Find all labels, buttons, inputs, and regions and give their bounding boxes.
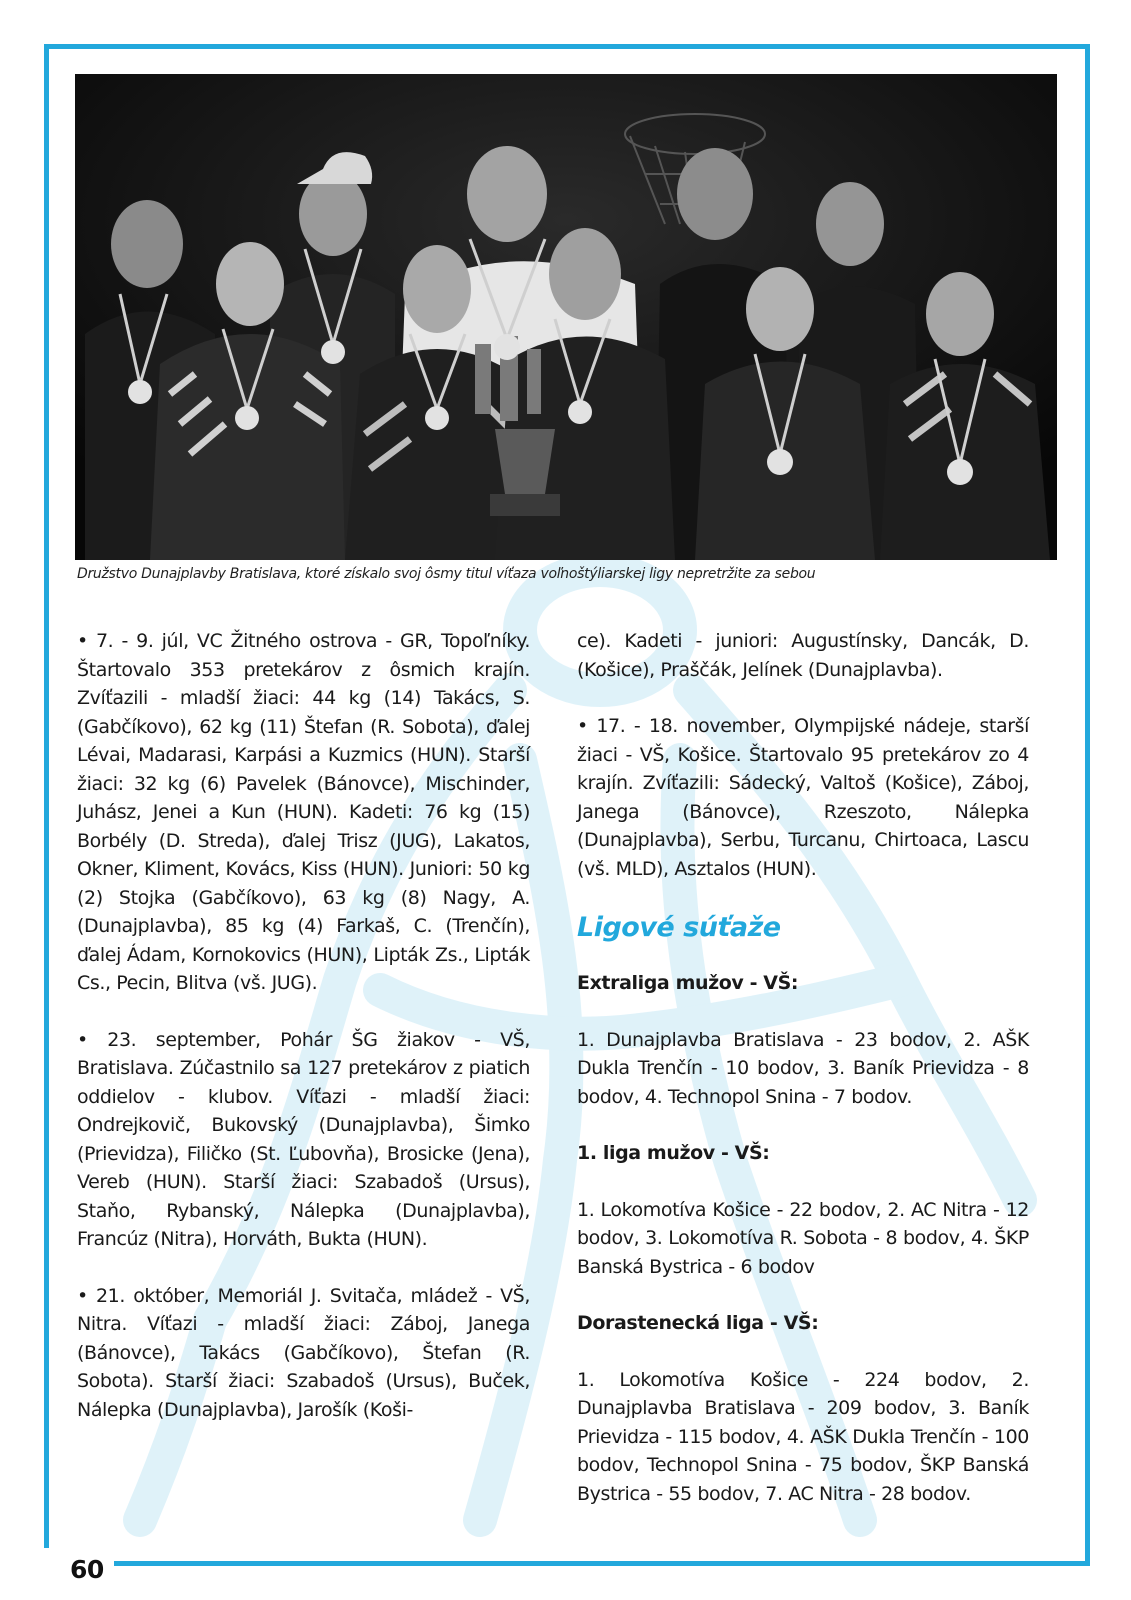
paragraph-kadeti-juniori: ce). Kadeti - juniori: Augustínsky, Dancák, D. (Košice), Praščák, Jelínek (Dunajplavba). [577, 630, 1029, 681]
paragraph-pohar-sg: • 23. september, Pohár ŠG žiakov - VŠ, Bratislava. Zúčastnilo sa 127 pretekárov z piatich oddielov - klubov. Víťazi - mladší žiaci: Ondrejkovič, Bukovský (Dunajplavba), Šimko (Prievidza), Filičko (St. Ľubovňa), Brosicke (Jena), Vereb (HUN). Starší žiaci: Szabadoš (Ursus), Staňo, Rybanský, Nálepka (Dunajplavba), Francúz (Nitra), Horváth, Bukta (HUN). [77, 1028, 530, 1250]
league-1-liga [577, 1139, 1029, 1281]
paragraph-topolniky: • 7. - 9. júl, VC Žitného ostrova - GR, Topoľníky. Štartovalo 353 pretekárov z ôsmich krajín. Zvíťazili - mladší žiaci: 44 kg (14) Takács, S. (Gabčíkovo), 62 kg (11) Štefan (R. Sobota), ďalej Lévai, Madarasi, Karpási a Kuzmics (HUN). Starší žiaci: 32 kg (6) Pavelek (Bánovce), Mischinder, Juhász, Jenei a Kun (HUN). Kadeti: 76 kg (15) Borbély (D. Streda), ďalej Trisz (JUG), Lakatos, Okner, Kliment, Kovács, Kiss (HUN). Juniori: 50 kg (2) Stojka (Gabčíkovo), 63 kg (8) Nagy, A. (Dunajplavba), 85 kg (4) Farkaš, C. (Trenčín), ďalej Ádam, Kornokovics (HUN), Lipták Zs., Lipták Cs., Pecin, Blitva (vš. JUG). [77, 630, 530, 994]
photo-caption: Družstvo Dunajplavby Bratislava, ktoré získalo svoj ôsmy titul víťaza voľnoštýliarskej ligy nepretržite za sebou [77, 566, 816, 582]
right-column [577, 627, 1029, 1536]
league-name: 1. liga mužov - VŠ: [577, 1142, 770, 1164]
paragraph-olympijske-nadeje: • 17. - 18. november, Olympijské nádeje, starší žiaci - VŠ, Košice. Štartovalo 95 pretekárov zo 4 krajín. Zvíťazili: Sádecký, Valtoš (Košice), Záboj, Janega (Bánovce), Rzeszoto, Nálepka (Dunajplavba), Serbu, Turcanu, Chirtoaca, Lascu (vš. MLD), Asztalos (HUN). [577, 715, 1029, 880]
league-name: Dorastenecká liga - VŠ: [577, 1312, 819, 1334]
team-photo [75, 74, 1057, 560]
league-results: 1. Lokomotíva Košice - 22 bodov, 2. AC Nitra - 12 bodov, 3. Lokomotíva R. Sobota - 8 bodov, 4. ŠKP Banská Bystrica - 6 bodov [577, 1198, 1029, 1278]
section-title: Ligové súťaže [577, 912, 781, 943]
page-number: 60 [70, 1555, 104, 1584]
league-results: 1. Dunajplavba Bratislava - 23 bodov, 2. AŠK Dukla Trenčín - 10 bodov, 3. Baník Prievidza - 8 bodov, 4. Technopol Snina - 7 bodov. [577, 1028, 1029, 1108]
league-extraliga [577, 969, 1029, 1111]
league-dorastenecka [577, 1309, 1029, 1508]
paragraph-memorial-svitaca: • 21. október, Memoriál J. Svitača, mládež - VŠ, Nitra. Víťazi - mladší žiaci: Záboj, Janega (Bánovce), Takács (Gabčíkovo), Štefan (R. Sobota). Starší žiaci: Szabadoš (Ursus), Buček, Nálepka (Dunajplavba), Jarošík (Koši- [77, 1284, 530, 1421]
team-photo-illustration [75, 74, 1057, 560]
left-column [77, 627, 530, 1452]
league-results: 1. Lokomotíva Košice - 224 bodov, 2. Dunajplavba Bratislava - 209 bodov, 3. Baník Prievidza - 115 bodov, 4. AŠK Dukla Trenčín - 100 bodov, Technopol Snina - 75 bodov, ŠKP Banská Bystrica - 55 bodov, 7. AC Nitra - 28 bodov. [577, 1368, 1029, 1505]
league-name: Extraliga mužov - VŠ: [577, 972, 799, 994]
